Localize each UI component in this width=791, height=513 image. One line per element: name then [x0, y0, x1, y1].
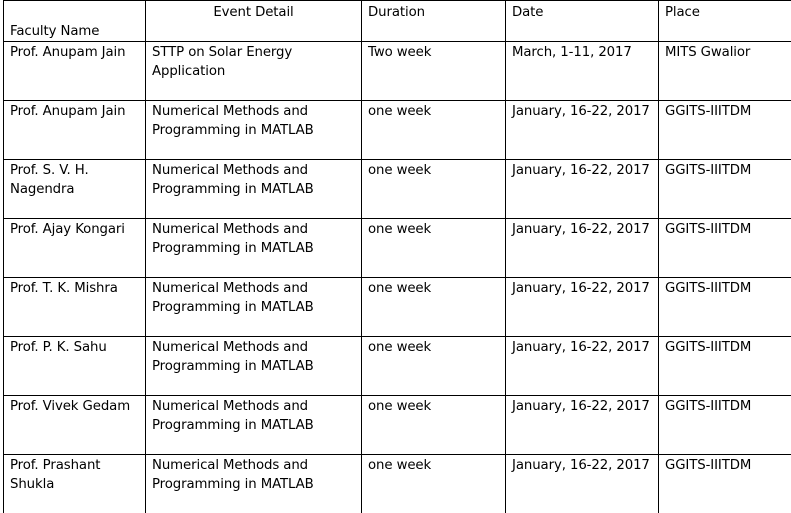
cell-place: GGITS-IIITDM [659, 337, 791, 396]
cell-event: Numerical Methods and Programming in MATLAB [146, 337, 362, 396]
cell-event: Numerical Methods and Programming in MATLAB [146, 160, 362, 219]
cell-faculty: Prof. S. V. H. Nagendra [4, 160, 146, 219]
cell-duration: one week [362, 337, 506, 396]
cell-faculty: Prof. Ajay Kongari [4, 219, 146, 278]
cell-event: STTP on Solar Energy Application [146, 42, 362, 101]
header-date: Date [506, 1, 659, 42]
table-row [4, 278, 791, 337]
cell-faculty: Prof. P. K. Sahu [4, 337, 146, 396]
table-row [4, 160, 791, 219]
table-header-row [4, 1, 791, 42]
table-row [4, 101, 791, 160]
table-row [4, 455, 791, 513]
cell-place: GGITS-IIITDM [659, 101, 791, 160]
cell-duration: one week [362, 219, 506, 278]
faculty-events-table [3, 0, 791, 513]
cell-place: GGITS-IIITDM [659, 396, 791, 455]
header-duration: Duration [362, 1, 506, 42]
cell-duration: one week [362, 455, 506, 513]
cell-date: January, 16-22, 2017 [506, 160, 659, 219]
cell-faculty: Prof. T. K. Mishra [4, 278, 146, 337]
cell-duration: Two week [362, 42, 506, 101]
cell-date: January, 16-22, 2017 [506, 219, 659, 278]
table-row [4, 337, 791, 396]
cell-duration: one week [362, 396, 506, 455]
cell-event: Numerical Methods and Programming in MATLAB [146, 396, 362, 455]
cell-duration: one week [362, 101, 506, 160]
cell-date: January, 16-22, 2017 [506, 337, 659, 396]
cell-place: GGITS-IIITDM [659, 219, 791, 278]
cell-faculty: Prof. Prashant Shukla [4, 455, 146, 513]
cell-event: Numerical Methods and Programming in MATLAB [146, 101, 362, 160]
header-place: Place [659, 1, 791, 42]
cell-date: January, 16-22, 2017 [506, 455, 659, 513]
cell-date: January, 16-22, 2017 [506, 396, 659, 455]
cell-faculty: Prof. Anupam Jain [4, 42, 146, 101]
table-row [4, 219, 791, 278]
cell-date: January, 16-22, 2017 [506, 101, 659, 160]
cell-event: Numerical Methods and Programming in MATLAB [146, 219, 362, 278]
table-row [4, 396, 791, 455]
cell-place: MITS Gwalior [659, 42, 791, 101]
cell-place: GGITS-IIITDM [659, 160, 791, 219]
header-event-detail: Event Detail [146, 1, 362, 42]
cell-date: January, 16-22, 2017 [506, 278, 659, 337]
cell-date: March, 1-11, 2017 [506, 42, 659, 101]
cell-event: Numerical Methods and Programming in MATLAB [146, 278, 362, 337]
cell-event: Numerical Methods and Programming in MATLAB [146, 455, 362, 513]
cell-place: GGITS-IIITDM [659, 278, 791, 337]
cell-duration: one week [362, 160, 506, 219]
cell-faculty: Prof. Anupam Jain [4, 101, 146, 160]
cell-place: GGITS-IIITDM [659, 455, 791, 513]
header-faculty-name: Faculty Name [4, 1, 146, 42]
table-row [4, 42, 791, 101]
cell-faculty: Prof. Vivek Gedam [4, 396, 146, 455]
cell-duration: one week [362, 278, 506, 337]
